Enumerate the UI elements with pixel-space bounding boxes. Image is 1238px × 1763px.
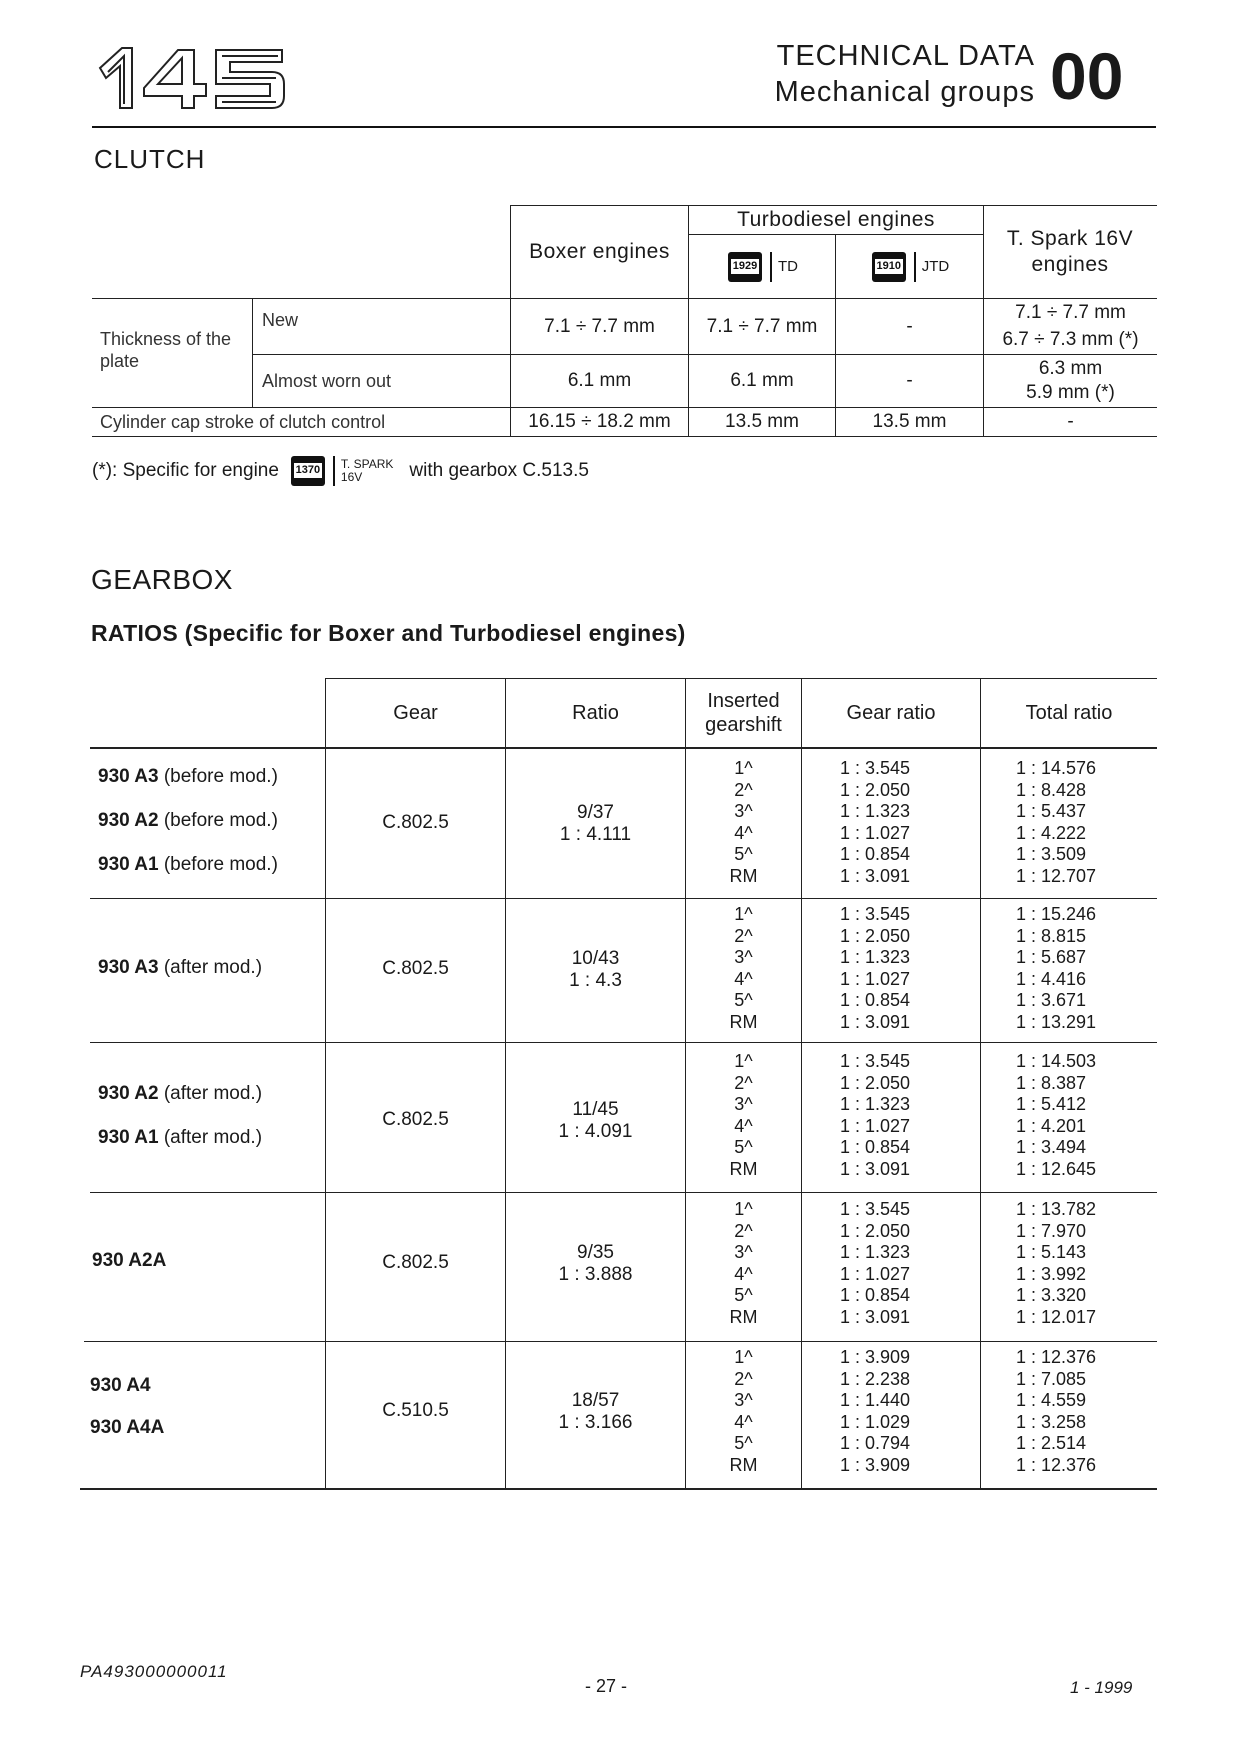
col-turbodiesel: Turbodiesel engines [737,208,935,231]
ratio-value: 1 : 4.3 [569,970,622,991]
engine-td-icon: 1929 TD [726,252,798,282]
new-tspark-2: 6.7 ÷ 7.3 mm (*) [1002,328,1139,350]
ratio-fraction: 9/35 [577,1242,614,1263]
new-tspark-1: 7.1 ÷ 7.7 mm [1015,301,1126,323]
model-label: 930 A4 [90,1375,151,1396]
worn-tspark-2: 5.9 mm (*) [1026,382,1115,403]
gearshift-list: 1^ 2^ 3^ 4^ 5^ RM [729,758,758,886]
gear-code: C.802.5 [382,1252,449,1273]
row-cyl-label: Cylinder cap stroke of clutch control [100,412,386,432]
col-jtd [836,235,983,298]
ratio-fraction: 11/45 [572,1099,619,1120]
new-jtd: - [906,315,913,337]
model-label: 930 A1 (after mod.) [98,1127,263,1148]
row-worn-label: Almost worn out [262,371,392,391]
total-ratio-list: 1 : 14.503 1 : 8.387 1 : 5.412 1 : 4.201 1 : 3.494 1 : 12.645 [1016,1051,1097,1179]
clutch-footnote: (*): Specific for engine 1370 T. SPARK 16V with gearbox C.513.5 [92,457,589,484]
cyl-tspark: - [1067,411,1074,432]
ratio-fraction: 18/57 [571,1390,620,1411]
worn-td: 6.1 mm [730,370,794,391]
row-thickness-label: Thickness of the plate [100,329,232,371]
ratio-value: 1 : 4.091 [558,1121,633,1142]
new-boxer: 7.1 ÷ 7.7 mm [544,315,655,337]
edition-date: 1 - 1999 [1070,1678,1133,1697]
gear-ratio-list: 1 : 3.545 1 : 2.050 1 : 1.323 1 : 1.027 1 : 0.854 1 : 3.091 [840,904,911,1032]
total-ratio-list: 1 : 15.246 1 : 8.815 1 : 5.687 1 : 4.416 1 : 3.671 1 : 13.291 [1016,904,1097,1032]
gearbox-heading: GEARBOX [91,564,233,595]
ratios-heading: RATIOS (Specific for Boxer and Turbodiesel engines) [91,620,686,646]
gear-code: C.510.5 [382,1400,449,1421]
col-ratio: Ratio [572,702,619,724]
cyl-jtd: 13.5 mm [872,411,947,432]
cyl-td: 13.5 mm [725,411,799,432]
header-subtitle: Mechanical groups [774,76,1035,108]
col-inserted-gearshift: Inserted gearshift [705,690,782,736]
gearshift-list: 1^ 2^ 3^ 4^ 5^ RM [729,1051,758,1179]
page-number: - 27 - [585,1676,628,1696]
ratio-value: 1 : 3.166 [558,1412,633,1433]
worn-jtd: - [906,370,913,391]
new-td: 7.1 ÷ 7.7 mm [706,315,818,337]
gear-code: C.802.5 [382,1109,449,1130]
gearshift-list: 1^ 2^ 3^ 4^ 5^ RM [729,1347,758,1475]
col-td [689,235,835,298]
col-gear-ratio: Gear ratio [846,702,936,724]
gearshift-list: 1^ 2^ 3^ 4^ 5^ RM [729,1199,758,1327]
col-total-ratio: Total ratio [1025,702,1113,724]
total-ratio-list: 1 : 13.782 1 : 7.970 1 : 5.143 1 : 3.992 1 : 3.320 1 : 12.017 [1016,1199,1097,1327]
model-label: 930 A4A [90,1417,165,1438]
worn-boxer: 6.1 mm [567,370,632,391]
total-ratio-list: 1 : 12.376 1 : 7.085 1 : 4.559 1 : 3.258 1 : 2.514 1 : 12.376 [1016,1347,1097,1475]
engine-tspark-icon: 1370 T. SPARK 16V [289,456,393,486]
model-label: 930 A2 (after mod.) [98,1083,263,1104]
gear-code: C.802.5 [382,812,449,833]
ratio-fraction: 10/43 [571,948,620,969]
gear-code: C.802.5 [382,958,449,979]
worn-tspark-1: 6.3 mm [1038,358,1103,379]
model-label: 930 A2A [92,1250,167,1271]
ratio-value: 1 : 3.888 [558,1264,633,1285]
engine-jtd-icon: 1910 JTD [870,252,950,282]
document-code: PA493000000011 [80,1662,228,1681]
model-label: 930 A1 (before mod.) [98,854,278,875]
header-title: TECHNICAL DATA [776,40,1035,72]
total-ratio-list: 1 : 14.576 1 : 8.428 1 : 5.437 1 : 4.222 1 : 3.509 1 : 12.707 [1016,758,1097,886]
col-gear: Gear [393,702,438,724]
model-145-logo [96,44,286,112]
gear-ratio-list: 1 : 3.909 1 : 2.238 1 : 1.440 1 : 1.029 1 : 0.794 1 : 3.909 [840,1347,911,1475]
col-boxer: Boxer engines [529,240,670,263]
clutch-heading: CLUTCH [94,144,206,174]
header-rule [92,126,1156,128]
section-number: 00 [1050,39,1124,113]
model-label: 930 A3 (before mod.) [98,766,278,787]
gearshift-list: 1^ 2^ 3^ 4^ 5^ RM [729,904,758,1032]
gear-ratio-list: 1 : 3.545 1 : 2.050 1 : 1.323 1 : 1.027 1 : 0.854 1 : 3.091 [840,758,911,886]
col-tspark: T. Spark 16V engines [1006,227,1134,276]
gear-ratio-list: 1 : 3.545 1 : 2.050 1 : 1.323 1 : 1.027 1 : 0.854 1 : 3.091 [840,1051,911,1179]
model-label: 930 A3 (after mod.) [98,957,263,978]
ratio-fraction: 9/37 [577,802,614,823]
cyl-boxer: 16.15 ÷ 18.2 mm [528,411,671,432]
model-label: 930 A2 (before mod.) [98,810,278,831]
gear-ratio-list: 1 : 3.545 1 : 2.050 1 : 1.323 1 : 1.027 1 : 0.854 1 : 3.091 [840,1199,911,1327]
row-new-label: New [262,310,299,330]
ratio-value: 1 : 4.111 [559,824,632,845]
